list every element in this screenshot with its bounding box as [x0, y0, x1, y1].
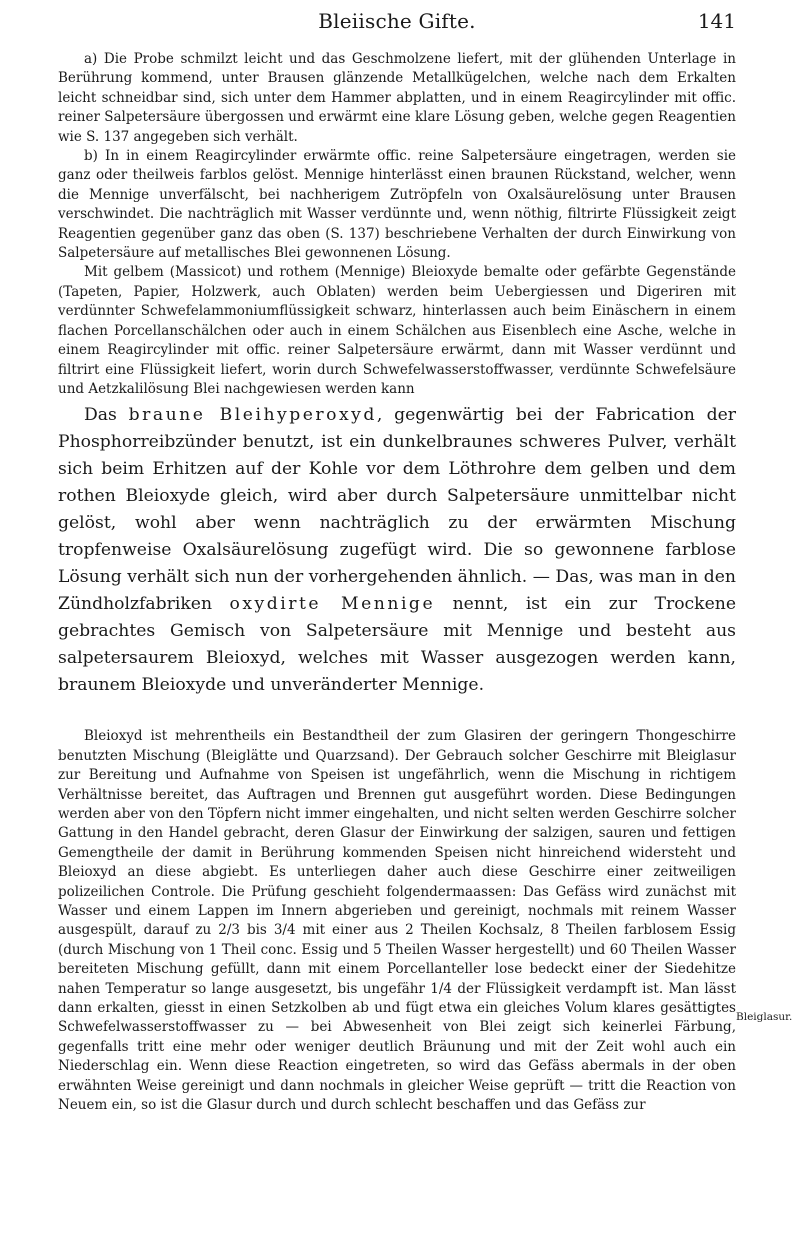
paragraph-bleiglasur: Bleioxyd ist mehrentheils ein Bestandtheil der zum Glasiren der geringern Thongeschirre benutzten Mischung (Bleiglätte und Quarzsand). Der Gebrauch solcher Geschirre mit Bleiglasur zur Bereitung und Aufnahme von Speisen ist ungefährlich, wenn die Mischung in richtigem Verhältnisse bereitet, das Auftragen und Brennen gut ausgeführt worden. Diese Bedingungen werden aber von den Töpfern nicht immer eingehalten, und nicht selten werden Geschirre solcher Gattung in den Handel gebracht, deren Glasur der Einwirkung der salzigen, sauren und fettigen Gemengtheile der damit in Berührung kommenden Speisen nicht hinreichend widersteht und Bleioxyd an diese abgiebt. Es unterliegen daher auch diese Geschirre einer zeitweiligen polizeilichen Controle. Die Prüfung geschieht folgendermaassen: Das Gefäss wird zunächst mit Wasser und einem Lappen im Innern abgerieben und gereinigt, nochmals mit reinem Wasser ausgespült, darauf zu 2/3 bis 3/4 mit einer aus 2 Theilen Kochsalz, 8 Theilen farblosem Essig (durch Mischung von 1 Theil conc. Essig und 5 Theilen Wasser hergestellt) und 60 Theilen Wasser bereiteten Mischung gefüllt, dann mit einem Porcellanteller lose bedeckt einer der Siedehitze nahen Temperatur so lange ausgesetzt, bis ungefähr 1/4 der Flüssigkeit verdampft ist. Man lässt dann erkalten, giesst in einen Setzkolben ab und fügt etwa ein gleiches Volum klares gesättigtes Schwefelwasserstoffwasser zu — bei Abwesenheit von Blei zeigt sich keinerlei Färbung, gegenfalls tritt eine mehr oder weniger deutlich Bräunung und mit der Zeit wohl auch ein Niederschlag ein. Wenn diese Reaction eingetreten, so wird das Gefäss abermals in der oben erwähnten Weise gereinigt und dann nochmals in gleicher Weise geprüft — tritt die Reaction von Neuem ein, so ist die Glasur durch und durch schlecht beschaffen und das Gefäss zur — [58, 728, 736, 1114]
paragraph-probe-a: a) Die Probe schmilzt leicht und das Geschmolzene liefert, mit der glühenden Unterlage in Berührung kommend, unter Brausen glänzende Metallkügelchen, welche nach dem Erkalten leicht schneidbar sind, sich unter dem Hammer abplatten, und in einem Reagircylinder mit offic. reiner Salpetersäure übergossen und erwärmt eine klare Lösung geben, welche gegen Reagentien wie S. 137 angegeben sich verhält. — [58, 51, 736, 145]
term-braunes-bleihyperoxyd: braune Bleihyperoxyd — [128, 405, 377, 426]
book-page — [58, 0, 736, 1254]
paragraph-text: Das — [84, 405, 129, 426]
paragraph-painted-objects: Mit gelbem (Massicot) und rothem (Mennige) Bleioxyde bemalte oder gefärbte Gegenstände (Tapeten, Papier, Holzwerk, auch Oblaten) werden beim Uebergiessen und Digeriren mit verdünnter Schwefelammoniumflüssigkeit schwarz, hinterlassen auch beim Einäschern in einem flachen Porcellanschälchen oder auch in einem Schälchen aus Eisenblech eine Asche, welche in einem Reagircylinder mit offic. reiner Salpetersäure erwärmt, dann mit Wasser verdünnt und filtrirt eine Flüssigkeit liefert, worin durch Schwefelwasserstoffwasser, verdünnte Schwefelsäure und Aetzkalilösung Blei nachgewiesen werden kann — [58, 264, 736, 397]
page-body — [58, 50, 736, 1115]
paragraph-bleihyperoxyd — [58, 402, 736, 699]
term-oxydirte-mennige: oxydirte Mennige — [229, 594, 436, 615]
marginal-note: Bleiglasur. — [736, 1011, 793, 1023]
paragraph-text: nennt, ist ein zur Trockene gebrachtes Gemisch von Salpetersäure mit Mennige und besteht aus salpetersaurem Bleioxyd, welches mit Wasser ausgezogen werden kann, braunem Bleioxyde und unveränderter Mennige. — [58, 594, 737, 696]
page-number: 141 — [697, 9, 736, 33]
page-header — [58, 6, 736, 36]
paragraph-text: , gegenwärtig bei der Fabrication der Phosphorreibzünder benutzt, ist ein dunkelbraunes schweres Pulver, verhält sich beim Erhitzen auf der Kohle vor dem Löthrohre dem gelben und dem rothen Bleioxyde gleich, wird aber durch Salpetersäure unmittelbar nicht gelöst, wohl aber wenn nachträglich zu der erwärmten Mischung tropfenweise Oxalsäurelösung zugefügt wird. Die so gewonnene farblose Lösung verhält sich nun der vorhergehenden ähnlich. — Das, was man in den Zündholzfabriken — [58, 405, 736, 615]
running-title: Bleiische Gifte. — [318, 9, 476, 33]
paragraph-probe-b: b) In in einem Reagircylinder erwärmte offic. reine Salpetersäure eingetragen, werden sie ganz oder theilweis farblos gelöst. Mennige hinterlässt einen braunen Rückstand, welcher, wenn die Mennige unverfälscht, bei nachherigem Zutröpfeln von Oxalsäurelösung unter Brausen verschwindet. Die nachträglich mit Wasser verdünnte und, wenn nöthig, filtrirte Flüssigkeit zeigt Reagentien gegenüber ganz das oben (S. 137) beschriebene Verhalten der durch Einwirkung von Salpetersäure auf metallisches Blei gewonnenen Lösung. — [58, 148, 736, 262]
